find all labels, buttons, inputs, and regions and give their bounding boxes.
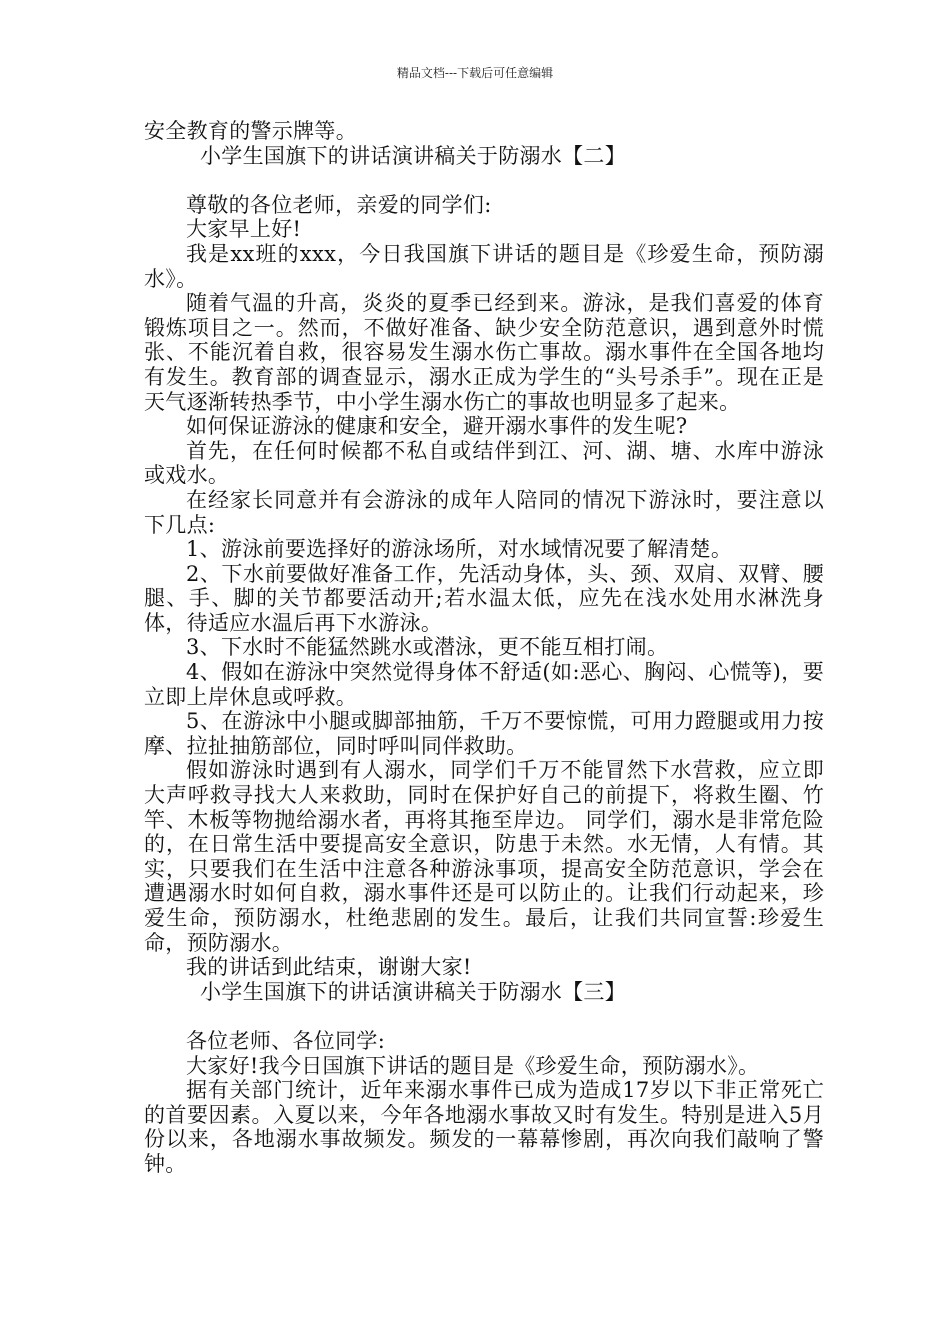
salutation: 尊敬的各位老师，亲爱的同学们: xyxy=(186,192,492,217)
list-item-3: 3、下水时不能猛然跳水或潜泳，更不能互相打闹。 xyxy=(186,635,669,660)
paragraph-statistics: 据有关部门统计，近年来溺水事件已成为造成17岁以下非正常死亡的首要因素。入夏以来，今年各地溺水事故又时有发生。特别是进入5月份以来，各地溺水事故频发。频发的一幕幕惨剧，再次向我们敲响了警钟。 xyxy=(144,1078,824,1176)
page-header: 精品文档---下载后可任意编辑 xyxy=(396,66,554,80)
salutation-2: 各位老师、各位同学: xyxy=(186,1028,386,1053)
paragraph-1: 安全教育的警示牌等。 xyxy=(144,119,357,143)
blank-line xyxy=(144,1004,824,1029)
section-title-3: 小学生国旗下的讲话演讲稿关于防溺水【三】 xyxy=(200,979,626,1004)
list-item-1: 1、游泳前要选择好的游泳场所，对水域情况要了解清楚。 xyxy=(186,537,733,562)
paragraph-background: 随着气温的升高，炎炎的夏季已经到来。游泳，是我们喜爱的体育锻炼项目之一。然而，不做好准备、缺少安全防范意识，遇到意外时慌张、不能沉着自救，很容易发生溺水伤亡事故。溺水事件在全国各地均有发生。教育部的调查显示，溺水正成为学生的“头号杀手”。现在正是天气逐渐转热季节，中小学生溺水伤亡的事故也明显多了起来。 xyxy=(144,291,824,414)
paragraph-conditions: 在经家长同意并有会游泳的成年人陪同的情况下游泳时，要注意以下几点: xyxy=(144,487,824,537)
list-item-5: 5、在游泳中小腿或脚部抽筋，千万不要惊慌，可用力蹬腿或用力按摩、拉扯抽筋部位，同时呼叫同伴救助。 xyxy=(144,709,824,758)
blank-line xyxy=(144,168,824,193)
paragraph-rescue: 假如游泳时遇到有人溺水，同学们千万不能冒然下水营救，应立即大声呼救寻找大人来救助，同时在保护好自己的前提下，将救生圈、竹竿、木板等物抛给溺水者，再将其拖至岸边。 同学们，溺水是非常危险的，在日常生活中要提高安全意识，防患于未然。水无情，人有情。其实，只要我们在生活中注意各种游泳事项，提高安全防范意识，学会在遭遇溺水时如何自救，溺水事件还是可以防止的。让我们行动起来，珍爱生命，预防溺水，杜绝悲剧的发生。最后，让我们共同宣誓:珍爱生命，预防溺水。 xyxy=(144,758,824,955)
list-item-4: 4、假如在游泳中突然觉得身体不舒适(如:恶心、胸闷、心慌等)，要立即上岸休息或呼救。 xyxy=(144,660,824,709)
section-title-2: 小学生国旗下的讲话演讲稿关于防溺水【二】 xyxy=(200,143,626,168)
paragraph-first: 首先，在任何时候都不私自或结伴到江、河、湖、塘、水库中游泳或戏水。 xyxy=(144,438,824,488)
list-item-2: 2、下水前要做好准备工作，先活动身体，头、颈、双肩、双臂、腰腿、手、脚的关节都要活动开;若水温太低，应先在浅水处用水淋洗身体，待适应水温后再下水游泳。 xyxy=(144,561,824,635)
greeting: 大家早上好! xyxy=(186,217,302,242)
paragraph-intro: 我是xx班的xxx，今日我国旗下讲话的题目是《珍爱生命，预防溺水》。 xyxy=(144,241,824,291)
paragraph-closing: 我的讲话到此结束，谢谢大家! xyxy=(186,955,472,980)
paragraph-question: 如何保证游泳的健康和安全，避开溺水事件的发生呢? xyxy=(186,414,688,439)
greeting-2: 大家好!我今日国旗下讲话的题目是《珍爱生命，预防溺水》。 xyxy=(186,1053,760,1078)
document-body xyxy=(144,119,824,1177)
